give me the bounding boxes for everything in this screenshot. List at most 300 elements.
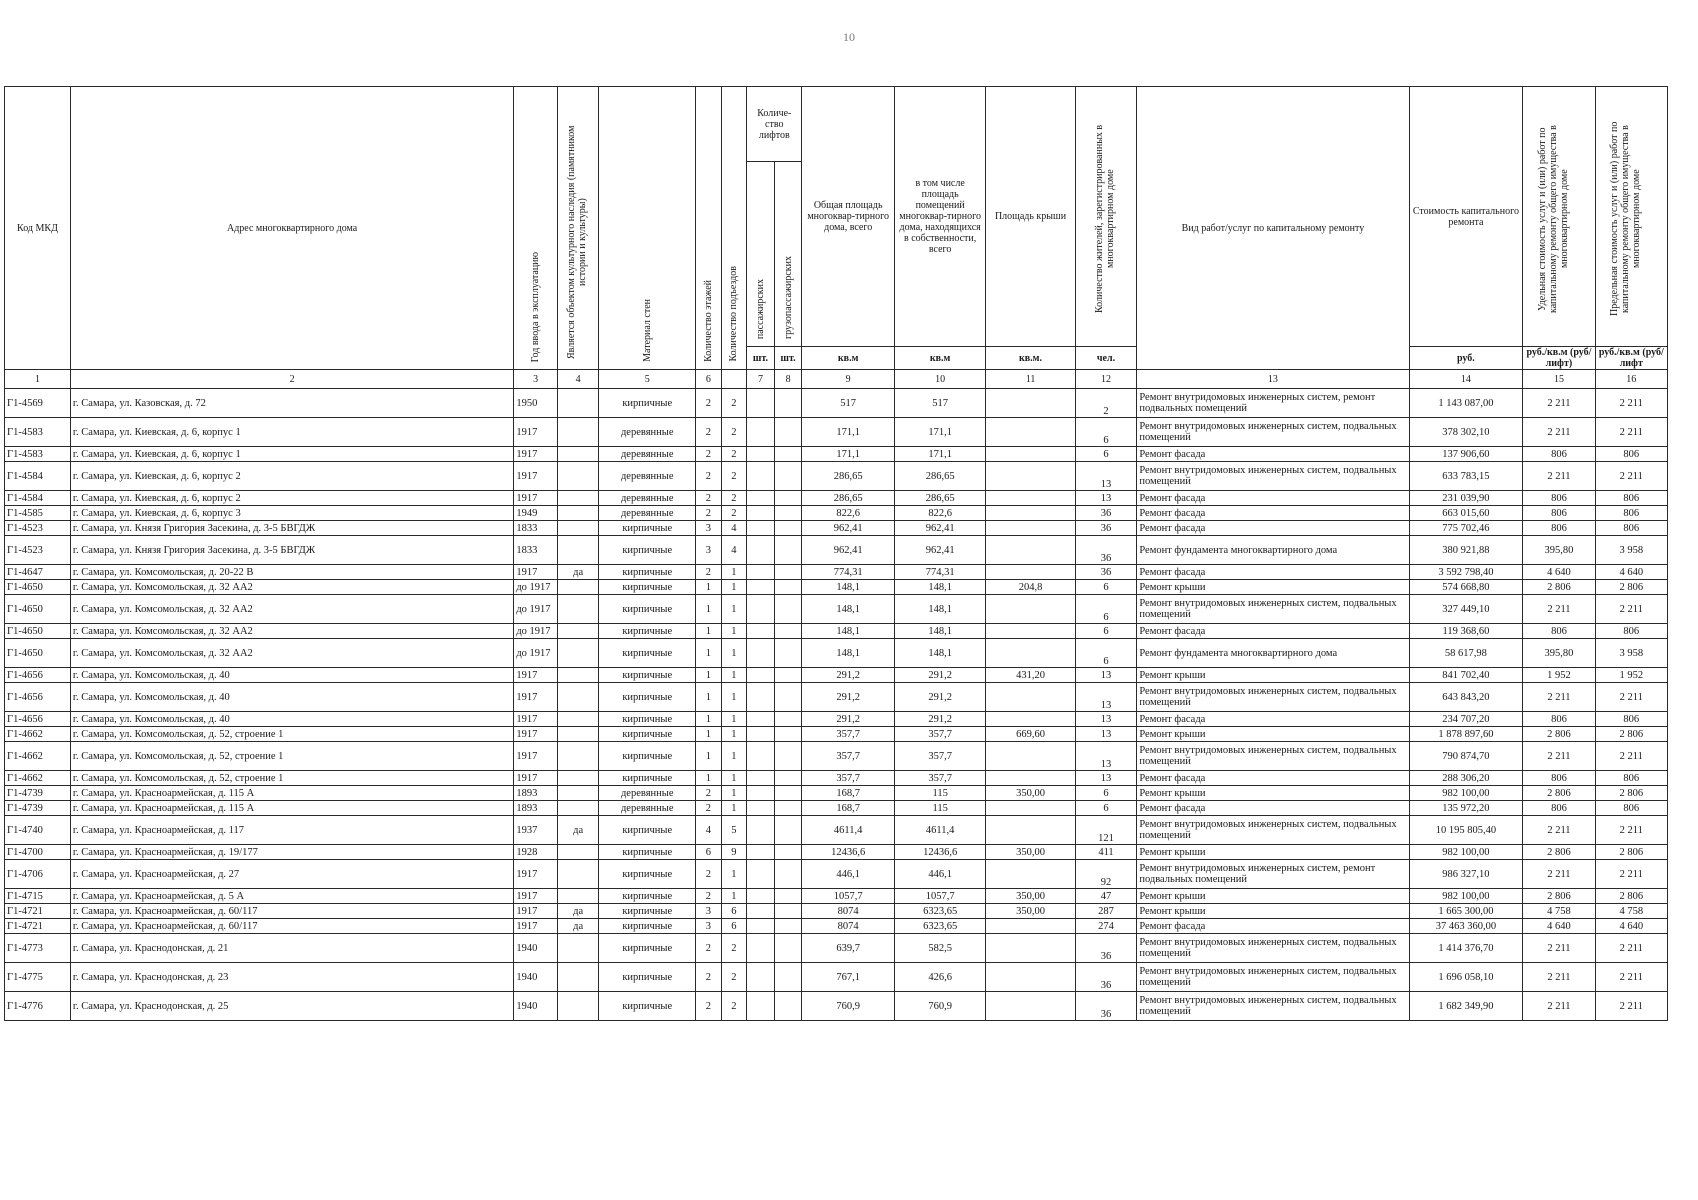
cell-private-area: 286,65 [894, 462, 985, 491]
cell-max-cost: 2 806 [1595, 786, 1667, 801]
column-number: 8 [774, 370, 802, 389]
table-row [5, 712, 1668, 727]
cell-floors: 3 [696, 904, 722, 919]
cell-heritage [557, 742, 598, 771]
cell-entrances: 1 [721, 668, 747, 683]
cell-heritage [557, 712, 598, 727]
cell-entrances: 2 [721, 389, 747, 418]
cell-work-type: Ремонт внутридомовых инженерных систем, подвальных помещений [1137, 816, 1409, 845]
cell-total-area: 357,7 [802, 727, 895, 742]
cell-max-cost: 806 [1595, 801, 1667, 816]
cell-entrances: 1 [721, 771, 747, 786]
cell-address: г. Самара, ул. Князя Григория Засекина, д. 3-5 БВГДЖ [70, 521, 513, 536]
cell-address: г. Самара, ул. Комсомольская, д. 40 [70, 683, 513, 712]
column-number: 13 [1137, 370, 1409, 389]
cell-walls: кирпичные [599, 727, 696, 742]
cell-lifts-passenger [747, 418, 775, 447]
page-number: 10 [843, 30, 855, 44]
cell-cost: 633 783,15 [1409, 462, 1523, 491]
cell-cost: 234 707,20 [1409, 712, 1523, 727]
cell-code: Г1-4523 [5, 521, 71, 536]
cell-lifts-cargo [774, 934, 802, 963]
unit-max-cost: руб./кв.м (руб/лифт [1595, 347, 1667, 370]
cell-lifts-passenger [747, 816, 775, 845]
cell-year: 1917 [514, 668, 558, 683]
cell-private-area: 286,65 [894, 491, 985, 506]
cell-cost: 986 327,10 [1409, 860, 1523, 889]
cell-entrances: 1 [721, 889, 747, 904]
cell-private-area: 962,41 [894, 521, 985, 536]
cell-entrances: 2 [721, 506, 747, 521]
table-row [5, 447, 1668, 462]
cell-lifts-passenger [747, 742, 775, 771]
cell-year: 1917 [514, 919, 558, 934]
cell-residents: 13 [1075, 462, 1137, 491]
cell-walls: кирпичные [599, 963, 696, 992]
cell-unit-cost: 806 [1523, 801, 1595, 816]
cell-heritage [557, 447, 598, 462]
cell-roof-area [986, 389, 1075, 418]
cell-unit-cost: 2 806 [1523, 845, 1595, 860]
cell-max-cost: 806 [1595, 624, 1667, 639]
cell-residents: 13 [1075, 683, 1137, 712]
cell-residents: 2 [1075, 389, 1137, 418]
cell-code: Г1-4656 [5, 712, 71, 727]
cell-entrances: 1 [721, 565, 747, 580]
cell-residents: 13 [1075, 742, 1137, 771]
cell-heritage [557, 624, 598, 639]
cell-lifts-passenger [747, 712, 775, 727]
cell-heritage [557, 845, 598, 860]
cell-floors: 2 [696, 447, 722, 462]
cell-lifts-cargo [774, 580, 802, 595]
cell-roof-area: 431,20 [986, 668, 1075, 683]
cell-floors: 1 [696, 595, 722, 624]
cell-floors: 1 [696, 742, 722, 771]
cell-floors: 1 [696, 639, 722, 668]
cell-work-type: Ремонт фасада [1137, 801, 1409, 816]
cell-lifts-passenger [747, 801, 775, 816]
cell-code: Г1-4715 [5, 889, 71, 904]
cell-address: г. Самара, ул. Князя Григория Засекина, д. 3-5 БВГДЖ [70, 536, 513, 565]
cell-heritage [557, 595, 598, 624]
cell-work-type: Ремонт крыши [1137, 889, 1409, 904]
cell-walls: деревянные [599, 462, 696, 491]
table-row [5, 624, 1668, 639]
column-number [721, 370, 747, 389]
header-lifts: Количе-ство лифтов [747, 87, 802, 162]
cell-address: г. Самара, ул. Комсомольская, д. 40 [70, 668, 513, 683]
cell-floors: 2 [696, 389, 722, 418]
cell-roof-area [986, 742, 1075, 771]
header-total-area: Общая площадь многоквар-тирного дома, всего [802, 87, 895, 347]
cell-heritage [557, 963, 598, 992]
cell-heritage [557, 389, 598, 418]
cell-entrances: 2 [721, 992, 747, 1021]
cell-floors: 2 [696, 801, 722, 816]
cell-roof-area [986, 860, 1075, 889]
cell-heritage [557, 992, 598, 1021]
cell-walls: кирпичные [599, 668, 696, 683]
cell-residents: 36 [1075, 521, 1137, 536]
cell-address: г. Самара, ул. Красноармейская, д. 115 А [70, 786, 513, 801]
cell-roof-area [986, 816, 1075, 845]
cell-work-type: Ремонт фасада [1137, 712, 1409, 727]
cell-total-area: 12436,6 [802, 845, 895, 860]
cell-unit-cost: 806 [1523, 491, 1595, 506]
cell-lifts-passenger [747, 668, 775, 683]
cell-private-area: 115 [894, 801, 985, 816]
cell-lifts-cargo [774, 565, 802, 580]
cell-year: 1928 [514, 845, 558, 860]
column-number: 16 [1595, 370, 1667, 389]
cell-total-area: 767,1 [802, 963, 895, 992]
cell-lifts-cargo [774, 919, 802, 934]
cell-entrances: 1 [721, 595, 747, 624]
cell-total-area: 291,2 [802, 668, 895, 683]
cell-cost: 37 463 360,00 [1409, 919, 1523, 934]
cell-cost: 841 702,40 [1409, 668, 1523, 683]
cell-total-area: 286,65 [802, 462, 895, 491]
cell-total-area: 171,1 [802, 447, 895, 462]
header-entrances: Количество подъездов [721, 87, 747, 370]
cell-walls: кирпичные [599, 934, 696, 963]
table-row [5, 639, 1668, 668]
table-row [5, 742, 1668, 771]
header-residents: Количество жителей, зарегистрированных в многоквартирном доме [1075, 87, 1137, 347]
cell-walls: кирпичные [599, 595, 696, 624]
column-number-row [5, 370, 1668, 389]
cell-lifts-passenger [747, 491, 775, 506]
cell-residents: 13 [1075, 491, 1137, 506]
cell-lifts-passenger [747, 860, 775, 889]
cell-max-cost: 806 [1595, 712, 1667, 727]
cell-unit-cost: 2 211 [1523, 595, 1595, 624]
cell-roof-area [986, 992, 1075, 1021]
cell-work-type: Ремонт фасада [1137, 919, 1409, 934]
cell-private-area: 426,6 [894, 963, 985, 992]
cell-code: Г1-4585 [5, 506, 71, 521]
cell-heritage [557, 418, 598, 447]
cell-lifts-cargo [774, 491, 802, 506]
cell-floors: 1 [696, 624, 722, 639]
cell-lifts-passenger [747, 447, 775, 462]
cell-code: Г1-4523 [5, 536, 71, 565]
cell-total-area: 171,1 [802, 418, 895, 447]
cell-address: г. Самара, ул. Красноармейская, д. 19/177 [70, 845, 513, 860]
cell-max-cost: 2 211 [1595, 683, 1667, 712]
cell-entrances: 2 [721, 418, 747, 447]
cell-max-cost: 806 [1595, 447, 1667, 462]
cell-cost: 327 449,10 [1409, 595, 1523, 624]
cell-residents: 411 [1075, 845, 1137, 860]
cell-address: г. Самара, ул. Комсомольская, д. 52, строение 1 [70, 742, 513, 771]
cell-address: г. Самара, ул. Киевская, д. 6, корпус 3 [70, 506, 513, 521]
cell-unit-cost: 806 [1523, 447, 1595, 462]
cell-floors: 1 [696, 771, 722, 786]
cell-heritage [557, 771, 598, 786]
cell-private-area: 4611,4 [894, 816, 985, 845]
table-row [5, 462, 1668, 491]
cell-entrances: 1 [721, 580, 747, 595]
cell-address: г. Самара, ул. Краснодонская, д. 21 [70, 934, 513, 963]
cell-address: г. Самара, ул. Красноармейская, д. 117 [70, 816, 513, 845]
cell-total-area: 148,1 [802, 639, 895, 668]
cell-cost: 378 302,10 [1409, 418, 1523, 447]
cell-unit-cost: 2 211 [1523, 462, 1595, 491]
cell-walls: кирпичные [599, 580, 696, 595]
cell-roof-area [986, 771, 1075, 786]
cell-cost: 58 617,98 [1409, 639, 1523, 668]
cell-address: г. Самара, ул. Краснодонская, д. 23 [70, 963, 513, 992]
cell-year: 1917 [514, 771, 558, 786]
cell-entrances: 2 [721, 934, 747, 963]
cell-unit-cost: 4 640 [1523, 565, 1595, 580]
cell-lifts-cargo [774, 860, 802, 889]
cell-walls: кирпичные [599, 992, 696, 1021]
cell-heritage: да [557, 565, 598, 580]
cell-heritage [557, 683, 598, 712]
cell-lifts-passenger [747, 462, 775, 491]
cell-address: г. Самара, ул. Киевская, д. 6, корпус 1 [70, 418, 513, 447]
table-row [5, 816, 1668, 845]
unit-residents: чел. [1075, 347, 1137, 370]
cell-total-area: 357,7 [802, 771, 895, 786]
cell-work-type: Ремонт внутридомовых инженерных систем, ремонт подвальных помещений [1137, 860, 1409, 889]
cell-lifts-cargo [774, 786, 802, 801]
header-max-cost: Предельная стоимость услуг и (или) работ по капитальному ремонту общего имущества в многоквартирном доме [1595, 87, 1667, 347]
cell-lifts-cargo [774, 992, 802, 1021]
cell-unit-cost: 395,80 [1523, 639, 1595, 668]
cell-private-area: 517 [894, 389, 985, 418]
cell-year: 1917 [514, 712, 558, 727]
cell-residents: 6 [1075, 595, 1137, 624]
cell-entrances: 2 [721, 462, 747, 491]
column-number: 5 [599, 370, 696, 389]
cell-unit-cost: 4 640 [1523, 919, 1595, 934]
cell-total-area: 774,31 [802, 565, 895, 580]
cell-year: до 1917 [514, 595, 558, 624]
cell-lifts-passenger [747, 904, 775, 919]
table-row [5, 845, 1668, 860]
column-number: 9 [802, 370, 895, 389]
cell-entrances: 1 [721, 712, 747, 727]
cell-lifts-passenger [747, 727, 775, 742]
cell-entrances: 2 [721, 963, 747, 992]
table-row [5, 860, 1668, 889]
unit-total-area: кв.м [802, 347, 895, 370]
cell-floors: 2 [696, 860, 722, 889]
cell-walls: деревянные [599, 491, 696, 506]
cell-code: Г1-4656 [5, 683, 71, 712]
cell-work-type: Ремонт фасада [1137, 491, 1409, 506]
header-cost: Стоимость капитального ремонта [1409, 87, 1523, 347]
cell-total-area: 517 [802, 389, 895, 418]
column-number: 6 [696, 370, 722, 389]
cell-max-cost: 806 [1595, 506, 1667, 521]
cell-private-area: 171,1 [894, 447, 985, 462]
cell-max-cost: 2 211 [1595, 992, 1667, 1021]
cell-roof-area: 204,8 [986, 580, 1075, 595]
cell-cost: 10 195 805,40 [1409, 816, 1523, 845]
cell-cost: 1 414 376,70 [1409, 934, 1523, 963]
cell-lifts-cargo [774, 712, 802, 727]
cell-lifts-cargo [774, 727, 802, 742]
cell-entrances: 1 [721, 742, 747, 771]
cell-total-area: 8074 [802, 919, 895, 934]
cell-walls: кирпичные [599, 816, 696, 845]
cell-roof-area [986, 536, 1075, 565]
cell-lifts-passenger [747, 889, 775, 904]
table-row [5, 491, 1668, 506]
cell-cost: 1 878 897,60 [1409, 727, 1523, 742]
cell-lifts-passenger [747, 771, 775, 786]
cell-lifts-passenger [747, 580, 775, 595]
cell-roof-area: 669,60 [986, 727, 1075, 742]
cell-lifts-cargo [774, 595, 802, 624]
cell-code: Г1-4721 [5, 919, 71, 934]
cell-residents: 13 [1075, 771, 1137, 786]
cell-year: 1893 [514, 801, 558, 816]
cell-roof-area [986, 934, 1075, 963]
cell-roof-area [986, 565, 1075, 580]
cell-work-type: Ремонт крыши [1137, 668, 1409, 683]
table-row [5, 506, 1668, 521]
column-number: 12 [1075, 370, 1137, 389]
header-floors: Количество этажей [696, 87, 722, 370]
cell-private-area: 1057,7 [894, 889, 985, 904]
cell-work-type: Ремонт фасада [1137, 624, 1409, 639]
cell-roof-area: 350,00 [986, 845, 1075, 860]
cell-roof-area [986, 418, 1075, 447]
cell-residents: 13 [1075, 712, 1137, 727]
cell-entrances: 6 [721, 919, 747, 934]
header-private-area: в том числе площадь помещений многоквар-тирного дома, находящихся в собственности, всего [894, 87, 985, 347]
cell-address: г. Самара, ул. Казовская, д. 72 [70, 389, 513, 418]
table-row [5, 786, 1668, 801]
cell-max-cost: 4 758 [1595, 904, 1667, 919]
cell-roof-area [986, 963, 1075, 992]
header-address: Адрес многоквартирного дома [70, 87, 513, 370]
cell-residents: 6 [1075, 447, 1137, 462]
cell-work-type: Ремонт внутридомовых инженерных систем, подвальных помещений [1137, 418, 1409, 447]
table-row [5, 389, 1668, 418]
cell-work-type: Ремонт фасада [1137, 506, 1409, 521]
cell-total-area: 760,9 [802, 992, 895, 1021]
cell-unit-cost: 2 806 [1523, 889, 1595, 904]
cell-max-cost: 2 211 [1595, 816, 1667, 845]
cell-walls: кирпичные [599, 845, 696, 860]
cell-unit-cost: 2 211 [1523, 816, 1595, 845]
cell-max-cost: 3 958 [1595, 536, 1667, 565]
cell-code: Г1-4650 [5, 580, 71, 595]
cell-walls: деревянные [599, 447, 696, 462]
cell-floors: 2 [696, 491, 722, 506]
cell-private-area: 148,1 [894, 624, 985, 639]
cell-work-type: Ремонт внутридомовых инженерных систем, подвальных помещений [1137, 462, 1409, 491]
cell-residents: 13 [1075, 727, 1137, 742]
cell-unit-cost: 2 806 [1523, 786, 1595, 801]
cell-cost: 982 100,00 [1409, 786, 1523, 801]
cell-max-cost: 2 806 [1595, 889, 1667, 904]
cell-max-cost: 2 211 [1595, 963, 1667, 992]
cell-total-area: 8074 [802, 904, 895, 919]
cell-max-cost: 2 806 [1595, 727, 1667, 742]
unit-unit-cost: руб./кв.м (руб/лифт) [1523, 347, 1595, 370]
cell-year: 1949 [514, 506, 558, 521]
cell-lifts-cargo [774, 816, 802, 845]
cell-work-type: Ремонт внутридомовых инженерных систем, подвальных помещений [1137, 934, 1409, 963]
cell-code: Г1-4740 [5, 816, 71, 845]
table-row [5, 683, 1668, 712]
unit-cost: руб. [1409, 347, 1523, 370]
cell-lifts-cargo [774, 845, 802, 860]
cell-lifts-cargo [774, 447, 802, 462]
cell-residents: 6 [1075, 801, 1137, 816]
cell-max-cost: 806 [1595, 771, 1667, 786]
cell-lifts-cargo [774, 668, 802, 683]
cell-address: г. Самара, ул. Краснодонская, д. 25 [70, 992, 513, 1021]
cell-code: Г1-4650 [5, 624, 71, 639]
cell-unit-cost: 1 952 [1523, 668, 1595, 683]
cell-private-area: 291,2 [894, 712, 985, 727]
cell-work-type: Ремонт внутридомовых инженерных систем, подвальных помещений [1137, 683, 1409, 712]
cell-unit-cost: 2 211 [1523, 742, 1595, 771]
cell-private-area: 291,2 [894, 683, 985, 712]
cell-walls: кирпичные [599, 624, 696, 639]
cell-total-area: 168,7 [802, 786, 895, 801]
cell-entrances: 1 [721, 639, 747, 668]
cell-private-area: 446,1 [894, 860, 985, 889]
cell-walls: кирпичные [599, 904, 696, 919]
cell-lifts-passenger [747, 845, 775, 860]
cell-cost: 1 682 349,90 [1409, 992, 1523, 1021]
cell-code: Г1-4739 [5, 801, 71, 816]
cell-year: 1940 [514, 992, 558, 1021]
cell-floors: 2 [696, 506, 722, 521]
column-number: 3 [514, 370, 558, 389]
cell-private-area: 291,2 [894, 668, 985, 683]
cell-year: 1917 [514, 462, 558, 491]
cell-lifts-cargo [774, 889, 802, 904]
cell-residents: 36 [1075, 565, 1137, 580]
cell-work-type: Ремонт внутридомовых инженерных систем, подвальных помещений [1137, 595, 1409, 624]
cell-heritage [557, 491, 598, 506]
cell-residents: 6 [1075, 639, 1137, 668]
cell-total-area: 291,2 [802, 712, 895, 727]
cell-unit-cost: 806 [1523, 712, 1595, 727]
cell-lifts-passenger [747, 521, 775, 536]
cell-entrances: 1 [721, 624, 747, 639]
cell-roof-area [986, 462, 1075, 491]
cell-heritage [557, 639, 598, 668]
cell-max-cost: 2 211 [1595, 462, 1667, 491]
cell-work-type: Ремонт внутридомовых инженерных систем, подвальных помещений [1137, 742, 1409, 771]
cell-heritage [557, 786, 598, 801]
cell-residents: 36 [1075, 963, 1137, 992]
cell-total-area: 148,1 [802, 624, 895, 639]
cell-work-type: Ремонт крыши [1137, 904, 1409, 919]
cell-private-area: 6323,65 [894, 904, 985, 919]
cell-address: г. Самара, ул. Красноармейская, д. 27 [70, 860, 513, 889]
table-row [5, 889, 1668, 904]
cell-code: Г1-4584 [5, 491, 71, 506]
cell-max-cost: 4 640 [1595, 565, 1667, 580]
cell-lifts-passenger [747, 934, 775, 963]
cell-total-area: 357,7 [802, 742, 895, 771]
cell-private-area: 148,1 [894, 639, 985, 668]
cell-residents: 6 [1075, 580, 1137, 595]
